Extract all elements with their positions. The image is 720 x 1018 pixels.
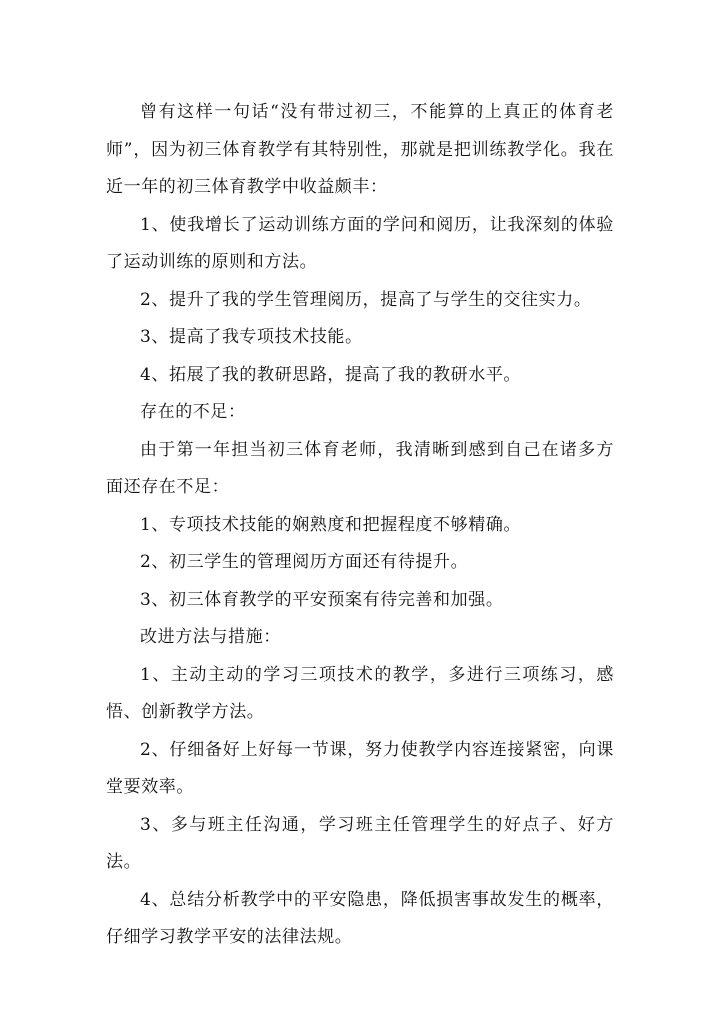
paragraph-shortcoming-1: 1、专项技术技能的娴熟度和把握程度不够精确。 — [140, 514, 522, 535]
paragraph-improvement-2: 2、仔细备好上好每一节课，努力使教学内容连接紧密，向课堂要效率。 — [106, 739, 614, 797]
document-body — [106, 94, 614, 957]
paragraph-shortcoming-3: 3、初三体育教学的平安预案有待完善和加强。 — [140, 589, 504, 610]
paragraph-improvement-3: 3、多与班主任沟通，学习班主任管理学生的好点子、好方法。 — [106, 814, 614, 872]
heading-improvements: 改进方法与措施： — [140, 627, 281, 647]
paragraph-gain-3: 3、提高了我专项技术技能。 — [140, 327, 363, 347]
paragraph-intro: 曾有这样一句话“没有带过初三，不能算的上真正的体育老师”，因为初三体育教学有其特别性，那就是把训练教学化。我在近一年的初三体育教学中收益颇丰： — [106, 102, 614, 197]
paragraph-shortcoming-2: 2、初三学生的管理阅历方面还有待提升。 — [140, 552, 469, 572]
paragraph-improvement-4: 4、总结分析教学中的平安隐患，降低损害事故发生的概率，仔细学习教学平安的法律法规。 — [106, 889, 614, 947]
paragraph-gain-2: 2、提升了我的学生管理阅历，提高了与学生的交往实力。 — [140, 289, 592, 310]
paragraph-gain-1: 1、使我增长了运动训练方面的学问和阅历，让我深刻的体验了运动训练的原则和方法。 — [106, 214, 614, 272]
heading-shortcomings: 存在的不足： — [140, 402, 246, 422]
paragraph-shortcomings-intro: 由于第一年担当初三体育老师，我清晰到感到自己在诸多方面还存在不足： — [106, 439, 614, 497]
paragraph-improvement-1: 1、主动主动的学习三项技术的教学，多进行三项练习，感悟、创新教学方法。 — [106, 664, 614, 722]
paragraph-gain-4: 4、拓展了我的教研思路，提高了我的教研水平。 — [140, 364, 522, 385]
